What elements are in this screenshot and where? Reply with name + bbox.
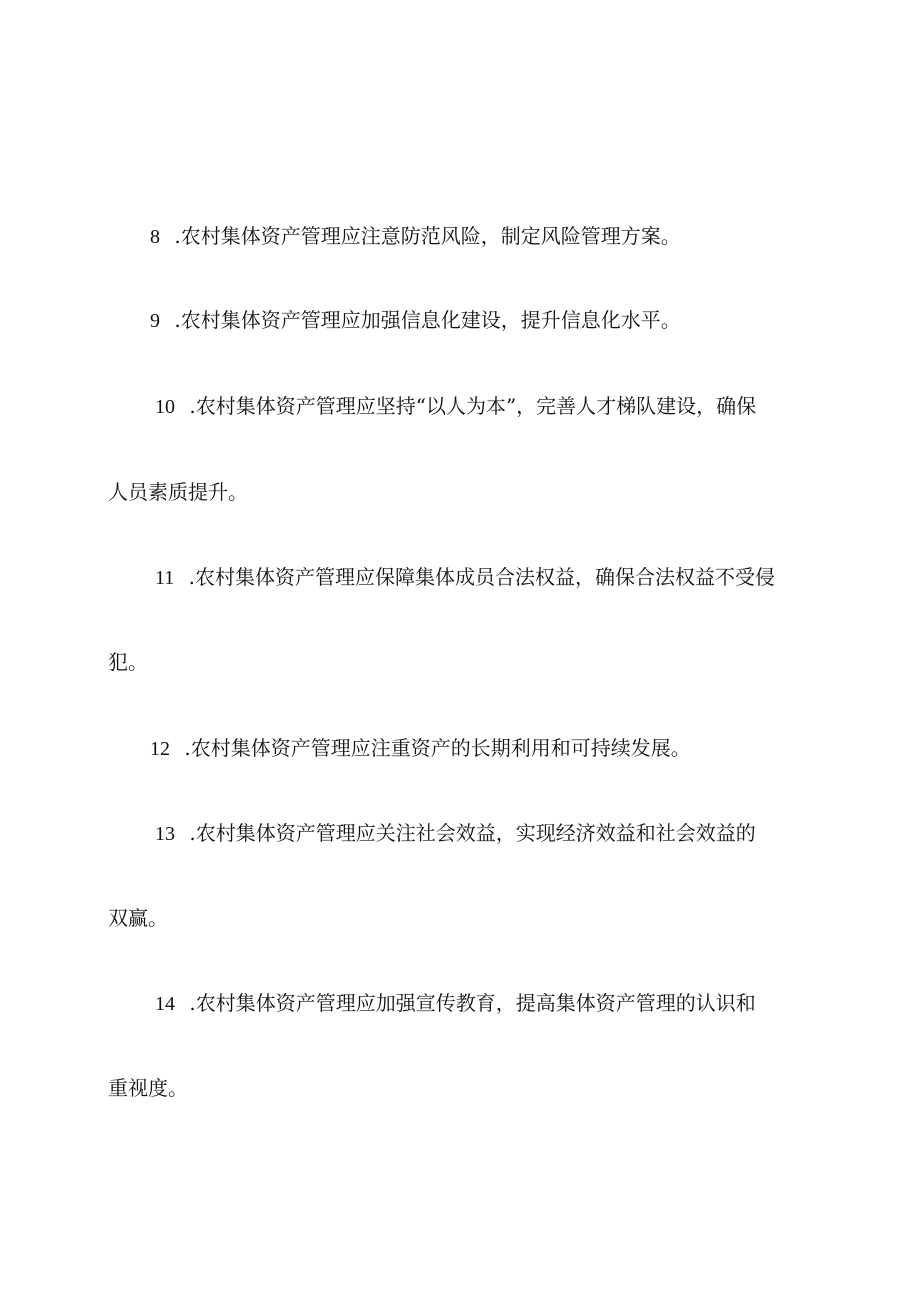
item-text: 农村集体资产管理应加强宣传教育，提高集体资产管理的认识和 <box>195 991 756 1015</box>
item-number: 8 <box>150 226 160 248</box>
item-number: 10 <box>155 396 175 418</box>
item-separator: . <box>174 308 181 332</box>
list-item-11 <box>0 565 920 590</box>
item-number: 12 <box>150 738 170 760</box>
item-number: 14 <box>155 993 175 1015</box>
item-text: 农村集体资产管理应保障集体成员合法权益，确保合法权益不受侵 <box>194 565 775 589</box>
item-number: 13 <box>155 823 175 845</box>
list-item-13 <box>0 821 920 846</box>
list-item-12 <box>0 736 920 761</box>
item-text: 农村集体资产管理应加强信息化建设，提升信息化水平。 <box>180 308 681 332</box>
item-text: 农村集体资产管理应注意防范风险，制定风险管理方案。 <box>180 224 681 248</box>
item-number: 9 <box>150 310 160 332</box>
list-item-10 <box>0 394 920 419</box>
list-item-11-continuation: 犯。 <box>108 650 148 674</box>
list-item-14 <box>0 991 920 1016</box>
list-item-8 <box>0 224 920 249</box>
list-item-9 <box>0 308 920 333</box>
item-separator: . <box>189 394 196 418</box>
item-text: 农村集体资产管理应注重资产的长期利用和可持续发展。 <box>190 736 691 760</box>
item-separator: . <box>174 224 181 248</box>
list-item-10-continuation: 人员素质提升。 <box>108 480 248 504</box>
item-separator: . <box>189 991 196 1015</box>
item-separator: . <box>188 565 195 589</box>
item-separator: . <box>189 821 196 845</box>
item-text: 农村集体资产管理应关注社会效益，实现经济效益和社会效益的 <box>195 821 756 845</box>
item-number: 11 <box>155 567 175 589</box>
item-separator: . <box>184 736 191 760</box>
list-item-13-continuation: 双赢。 <box>108 906 168 930</box>
item-text: 农村集体资产管理应坚持“以人为本”，完善人才梯队建设，确保 <box>195 394 757 418</box>
list-item-14-continuation: 重视度。 <box>108 1076 188 1100</box>
